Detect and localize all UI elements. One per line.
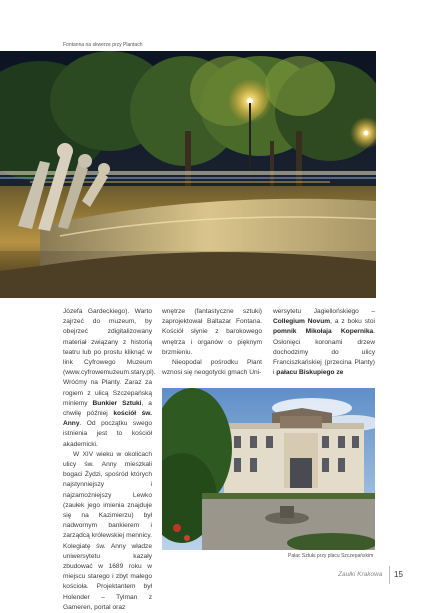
paragraph: W XIV wieku w okolicach ulicy św. Anny mieszkali bogaci Żydzi, spośród których najstynniejszy i najzamożniejszy Lewko (zaułek jego imienia znajduje się na Kazimierzu) był nadwornym bankierem i zarządcą królewskiej mennicy. Kolegiatę św. Anny władze uniwersytetu kazały zbudować w 1689 roku w miejscu starego i zbyt małego kościoła. Projektantem był Holender – Tylman z Gameren, portal oraz [63, 450, 152, 611]
top-photo-caption: Fontanna na skwerze przy Plantach [63, 42, 143, 48]
footer-divider [389, 566, 390, 584]
highlight-kosciol-sw-anny: kościół św. Anny [63, 410, 153, 428]
paragraph: wersytetu Jagiellońskiego – Collegium Novum, a z boku stoi pomnik Mikołaja Kopernika. Osłonięci koronami drzew dochodzimy do ulicy Franciszkańskiej (przecina Planty) i pałacu Biskupiego ze [273, 308, 375, 377]
bottom-photo-caption: Pałac Sztuki przy placu Szczepańskim [288, 553, 374, 559]
fountain-night-photo [0, 51, 376, 298]
highlight-palac-biskupi: pałacu Biskupiego ze [276, 369, 344, 377]
palace-of-art-photo [162, 388, 375, 550]
highlight-pomnik-kopernika: pomnik Mikołaja Kopernika [273, 328, 374, 336]
highlight-bunkier-sztuki: Bunkier Sztuki [92, 399, 142, 407]
text-column-3 [273, 307, 375, 378]
text-column-2 [162, 307, 262, 378]
text-column-1 [63, 307, 156, 613]
paragraph: Nieopodal pośrodku Plant wznosi się neogotycki gmach Uni- [162, 359, 262, 377]
paragraph: Józefa Gardeckiego). Warto zajrzeć do muzeum, by obejrzeć zdigitalizowany materiał związany z historią teatru lub po prostu kliknąć w link Cyfrowego Muzeum (www.cyfrowemuzeum.stary.pl). Wróćmy na Planty. Zaraz za rogiem z ulicą Szczepańską miniemy Bunkier Sztuki, a chwilę później kościół św. Anny. Od początku swego istnienia jest to kościół akademicki. [63, 308, 156, 448]
paragraph: wnętrze (fantastyczne sztuki) zaprojektował Baltazar Fontana. Kościół słynie z barokowego wnętrza i organów o pięknym brzmieniu. [162, 308, 262, 356]
highlight-collegium-novum: Collegium Novum [273, 318, 331, 326]
page-number: 15 [394, 570, 403, 579]
footer-book-title: Zaułki Krakowa [338, 571, 383, 578]
